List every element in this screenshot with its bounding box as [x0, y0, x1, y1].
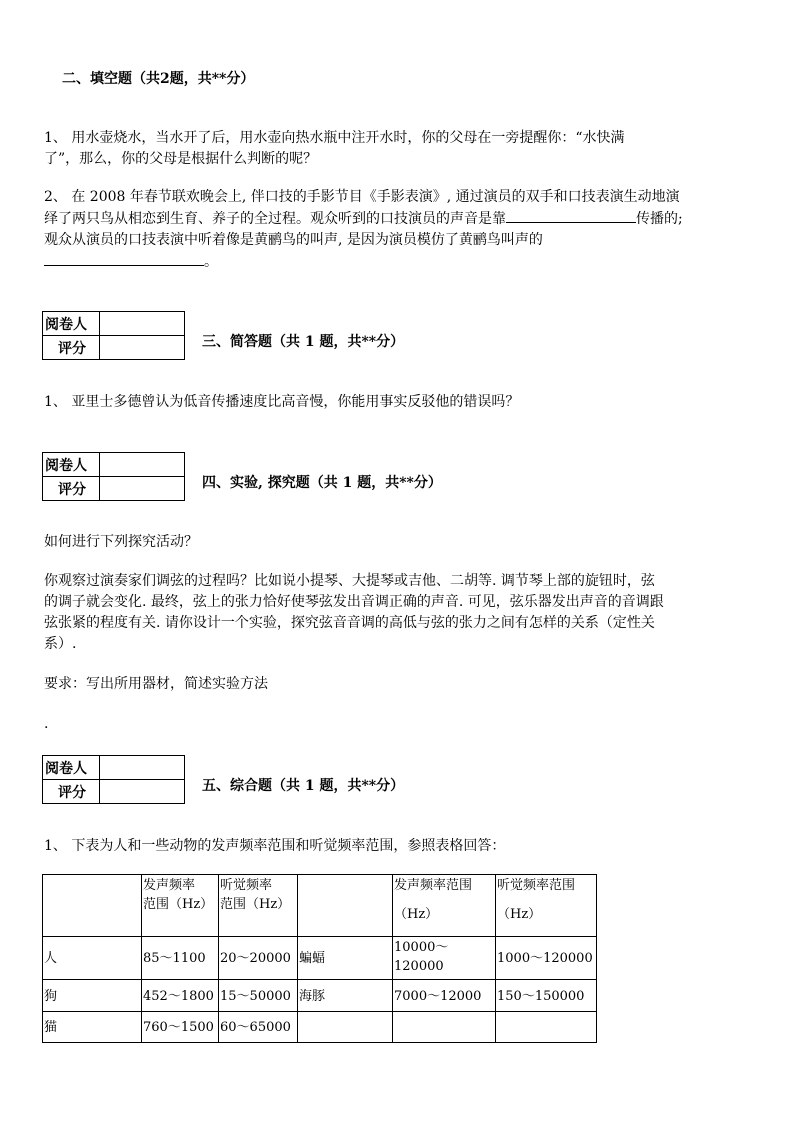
table-cell: 60～65000: [219, 1012, 298, 1043]
stray-dot: .: [44, 716, 49, 732]
question-5-1: 1、 下表为人和一些动物的发声频率范围和听觉频率范围，参照表格回答：: [44, 838, 506, 854]
table-cell: [298, 875, 393, 937]
grader-box: [42, 452, 185, 501]
body-text-line: 的调子就会变化. 最终，弦上的张力恰好使琴弦发出音调正确的声音. 可见，弦乐器发出声音的音调跟: [44, 594, 664, 610]
table-cell: 1000～120000: [496, 937, 597, 980]
table-header-cell: [142, 875, 219, 937]
table-cell: [496, 1012, 597, 1043]
table-row: [43, 937, 597, 980]
body-text-line: 你观察过演奏家们调弦的过程吗？比如说小提琴、大提琴或吉他、二胡等. 调节琴上部的旋钮时，弦: [44, 573, 655, 589]
header-text: 范围（Hz）: [143, 897, 214, 912]
table-cell: 20～20000: [219, 937, 298, 980]
reviewer-label: 阅卷人: [43, 312, 100, 336]
section-2-heading: 二、填空题（共2题，共**分）: [62, 71, 255, 87]
table-cell: [43, 875, 142, 937]
reviewer-field[interactable]: [100, 756, 185, 780]
score-field[interactable]: [100, 477, 185, 501]
question-text-line: [44, 208, 784, 230]
answer-blank[interactable]: [506, 208, 636, 223]
reviewer-field[interactable]: [100, 312, 185, 336]
reviewer-label: 阅卷人: [43, 756, 100, 780]
body-text-line: 系）.: [44, 636, 77, 652]
table-cell: 人: [43, 937, 142, 980]
table-cell: 760～1500: [142, 1012, 219, 1043]
answer-blank[interactable]: [44, 251, 204, 266]
grader-box: [42, 311, 185, 360]
table-row: [43, 980, 597, 1012]
table-cell: 150～150000: [496, 980, 597, 1012]
table-header-row: [43, 875, 597, 937]
score-label: 评分: [43, 336, 100, 360]
section-4-requirement: 要求：写出所用器材，简述实验方法: [44, 676, 268, 692]
table-row: [43, 1012, 597, 1043]
header-text: 范围（Hz）: [220, 897, 291, 912]
header-text: 发声频率范围: [394, 878, 473, 893]
grader-box: [42, 755, 185, 804]
section-3-heading: 三、简答题（共 1 题，共**分）: [202, 334, 405, 350]
table-cell: [393, 937, 496, 980]
question-text-line: 1、 用水壶烧水，当水开了后，用水壶向热水瓶中注开水时，你的父母在一旁提醒你：“水快满: [44, 130, 625, 146]
question-3-1: 1、 亚里士多德曾认为低音传播速度比高音慢，你能用事实反驳他的错误吗？: [44, 394, 520, 410]
body-text-line: 弦张紧的程度有关. 请你设计一个实验，探究弦音音调的高低与弦的张力之间有怎样的关系（定性关: [44, 615, 655, 631]
table-cell: 蝙蝠: [298, 937, 393, 980]
section-4-intro: 如何进行下列探究活动？: [44, 534, 198, 550]
score-field[interactable]: [100, 336, 185, 360]
question-text-line: [44, 251, 784, 273]
frequency-table: [42, 874, 597, 1043]
header-text: 听觉频率范围: [497, 878, 576, 893]
reviewer-label: 阅卷人: [43, 453, 100, 477]
cell-text: 10000～: [394, 940, 449, 955]
table-cell: 狗: [43, 980, 142, 1012]
table-cell: 7000～12000: [393, 980, 496, 1012]
question-text-line: 观众从演员的口技表演中听着像是黄鹂鸟的叫声, 是因为演员模仿了黄鹂鸟叫声的: [44, 232, 543, 248]
table-cell: 85～1100: [142, 937, 219, 980]
table-header-cell: [393, 875, 496, 937]
question-text: 传播的;: [636, 211, 683, 227]
table-cell: 452～1800: [142, 980, 219, 1012]
header-text: 发声频率: [143, 878, 196, 893]
table-cell: [298, 1012, 393, 1043]
table-cell: [393, 1012, 496, 1043]
score-label: 评分: [43, 780, 100, 804]
table-cell: 海豚: [298, 980, 393, 1012]
header-text: 听觉频率: [220, 878, 273, 893]
question-text: 绎了两只鸟从相恋到生育、养子的全过程。观众听到的口技演员的声音是靠: [44, 211, 506, 227]
section-5-heading: 五、综合题（共 1 题，共**分）: [202, 778, 405, 794]
score-field[interactable]: [100, 780, 185, 804]
section-4-heading: 四、实验, 探究题（共 1 题，共**分）: [202, 475, 442, 491]
cell-text: 120000: [394, 959, 444, 974]
reviewer-field[interactable]: [100, 453, 185, 477]
table-header-cell: [496, 875, 597, 937]
question-2-1: [44, 128, 625, 170]
header-text: （Hz）: [497, 907, 542, 922]
question-text-line: 2、 在 2008 年春节联欢晚会上, 伴口技的手影节目《手影表演》, 通过演员的双手和口技表演生动地演: [44, 189, 680, 205]
question-text-line: 了”，那么，你的父母是根据什么判断的呢？: [44, 151, 318, 167]
table-cell: 猫: [43, 1012, 142, 1043]
score-label: 评分: [43, 477, 100, 501]
header-text: （Hz）: [394, 907, 439, 922]
question-text: 。: [204, 254, 218, 270]
section-4-body: [44, 571, 784, 655]
question-2-2: [44, 187, 784, 273]
table-cell: 15～50000: [219, 980, 298, 1012]
table-header-cell: [219, 875, 298, 937]
